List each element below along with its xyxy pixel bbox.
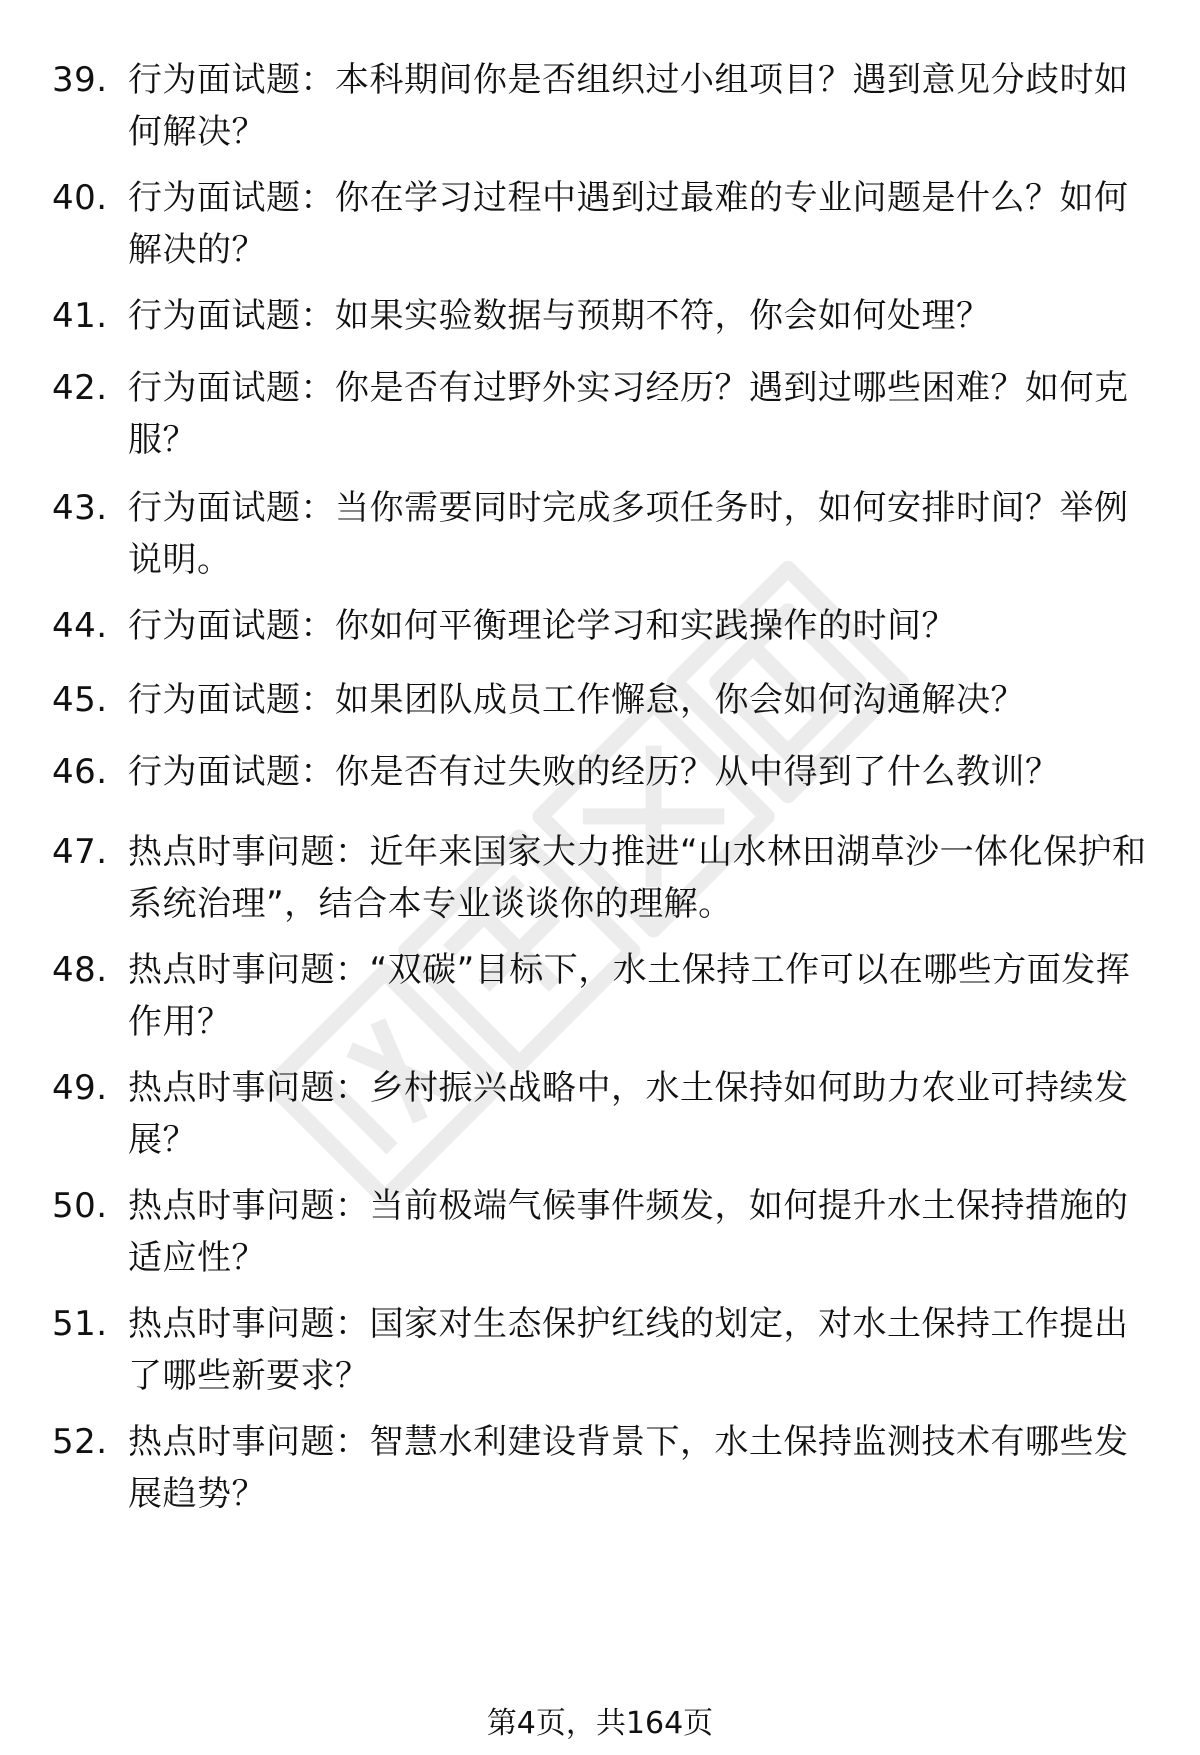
question-item (52, 1180, 1152, 1284)
question-number: 46. (52, 752, 108, 792)
question-item (52, 944, 1152, 1048)
question-number: 51. (52, 1304, 108, 1344)
question-text: 热点时事问题：国家对生态保护红线的划定，对水土保持工作提出了哪些新要求？ (128, 1304, 1129, 1396)
question-text: 行为面试题：如果实验数据与预期不符，你会如何处理？ (128, 296, 991, 336)
question-item (52, 826, 1152, 930)
question-number: 45. (52, 680, 108, 720)
question-item (52, 172, 1152, 276)
question-text: 行为面试题：如果团队成员工作懈怠，你会如何沟通解决？ (128, 680, 1025, 720)
question-item (52, 1062, 1152, 1166)
question-item (52, 1298, 1152, 1402)
question-number: 52. (52, 1422, 108, 1462)
question-text: 行为面试题：当你需要同时完成多项任务时，如何安排时间？举例说明。 (128, 488, 1129, 580)
question-number: 42. (52, 368, 108, 408)
question-number: 44. (52, 606, 108, 646)
question-item (52, 1416, 1152, 1520)
question-text: 热点时事问题：智慧水利建设背景下，水土保持监测技术有哪些发展趋势？ (128, 1422, 1129, 1514)
question-item (52, 482, 1152, 586)
question-text: 行为面试题：你是否有过失败的经历？从中得到了什么教训？ (128, 752, 1060, 792)
question-text: 行为面试题：本科期间你是否组织过小组项目？遇到意见分歧时如何解决？ (128, 60, 1129, 152)
question-number: 39. (52, 60, 108, 100)
question-item (52, 600, 1152, 652)
question-item (52, 674, 1152, 726)
question-text: 热点时事问题：乡村振兴战略中，水土保持如何助力农业可持续发展？ (128, 1068, 1129, 1160)
question-number: 47. (52, 832, 108, 872)
question-number: 43. (52, 488, 108, 528)
question-number: 41. (52, 296, 108, 336)
question-item (52, 54, 1152, 158)
question-number: 48. (52, 950, 108, 990)
question-text: 行为面试题：你在学习过程中遇到过最难的专业问题是什么？如何解决的？ (128, 178, 1129, 270)
question-text: 热点时事问题：“双碳”目标下，水土保持工作可以在哪些方面发挥作用？ (128, 950, 1131, 1042)
question-item (52, 290, 1152, 342)
question-text: 热点时事问题：当前极端气候事件频发，如何提升水土保持措施的适应性？ (128, 1186, 1129, 1278)
question-text: 行为面试题：你是否有过野外实习经历？遇到过哪些困难？如何克服？ (128, 368, 1129, 460)
question-text: 热点时事问题：近年来国家大力推进“山水林田湖草沙一体化保护和系统治理”，结合本专业谈谈你的理解。 (128, 832, 1147, 924)
page-footer: 第4页，共164页 (486, 1706, 714, 1741)
question-text: 行为面试题：你如何平衡理论学习和实践操作的时间？ (128, 606, 956, 646)
question-item (52, 746, 1152, 798)
question-item (52, 362, 1152, 466)
question-number: 50. (52, 1186, 108, 1226)
question-number: 40. (52, 178, 108, 218)
question-number: 49. (52, 1068, 108, 1108)
